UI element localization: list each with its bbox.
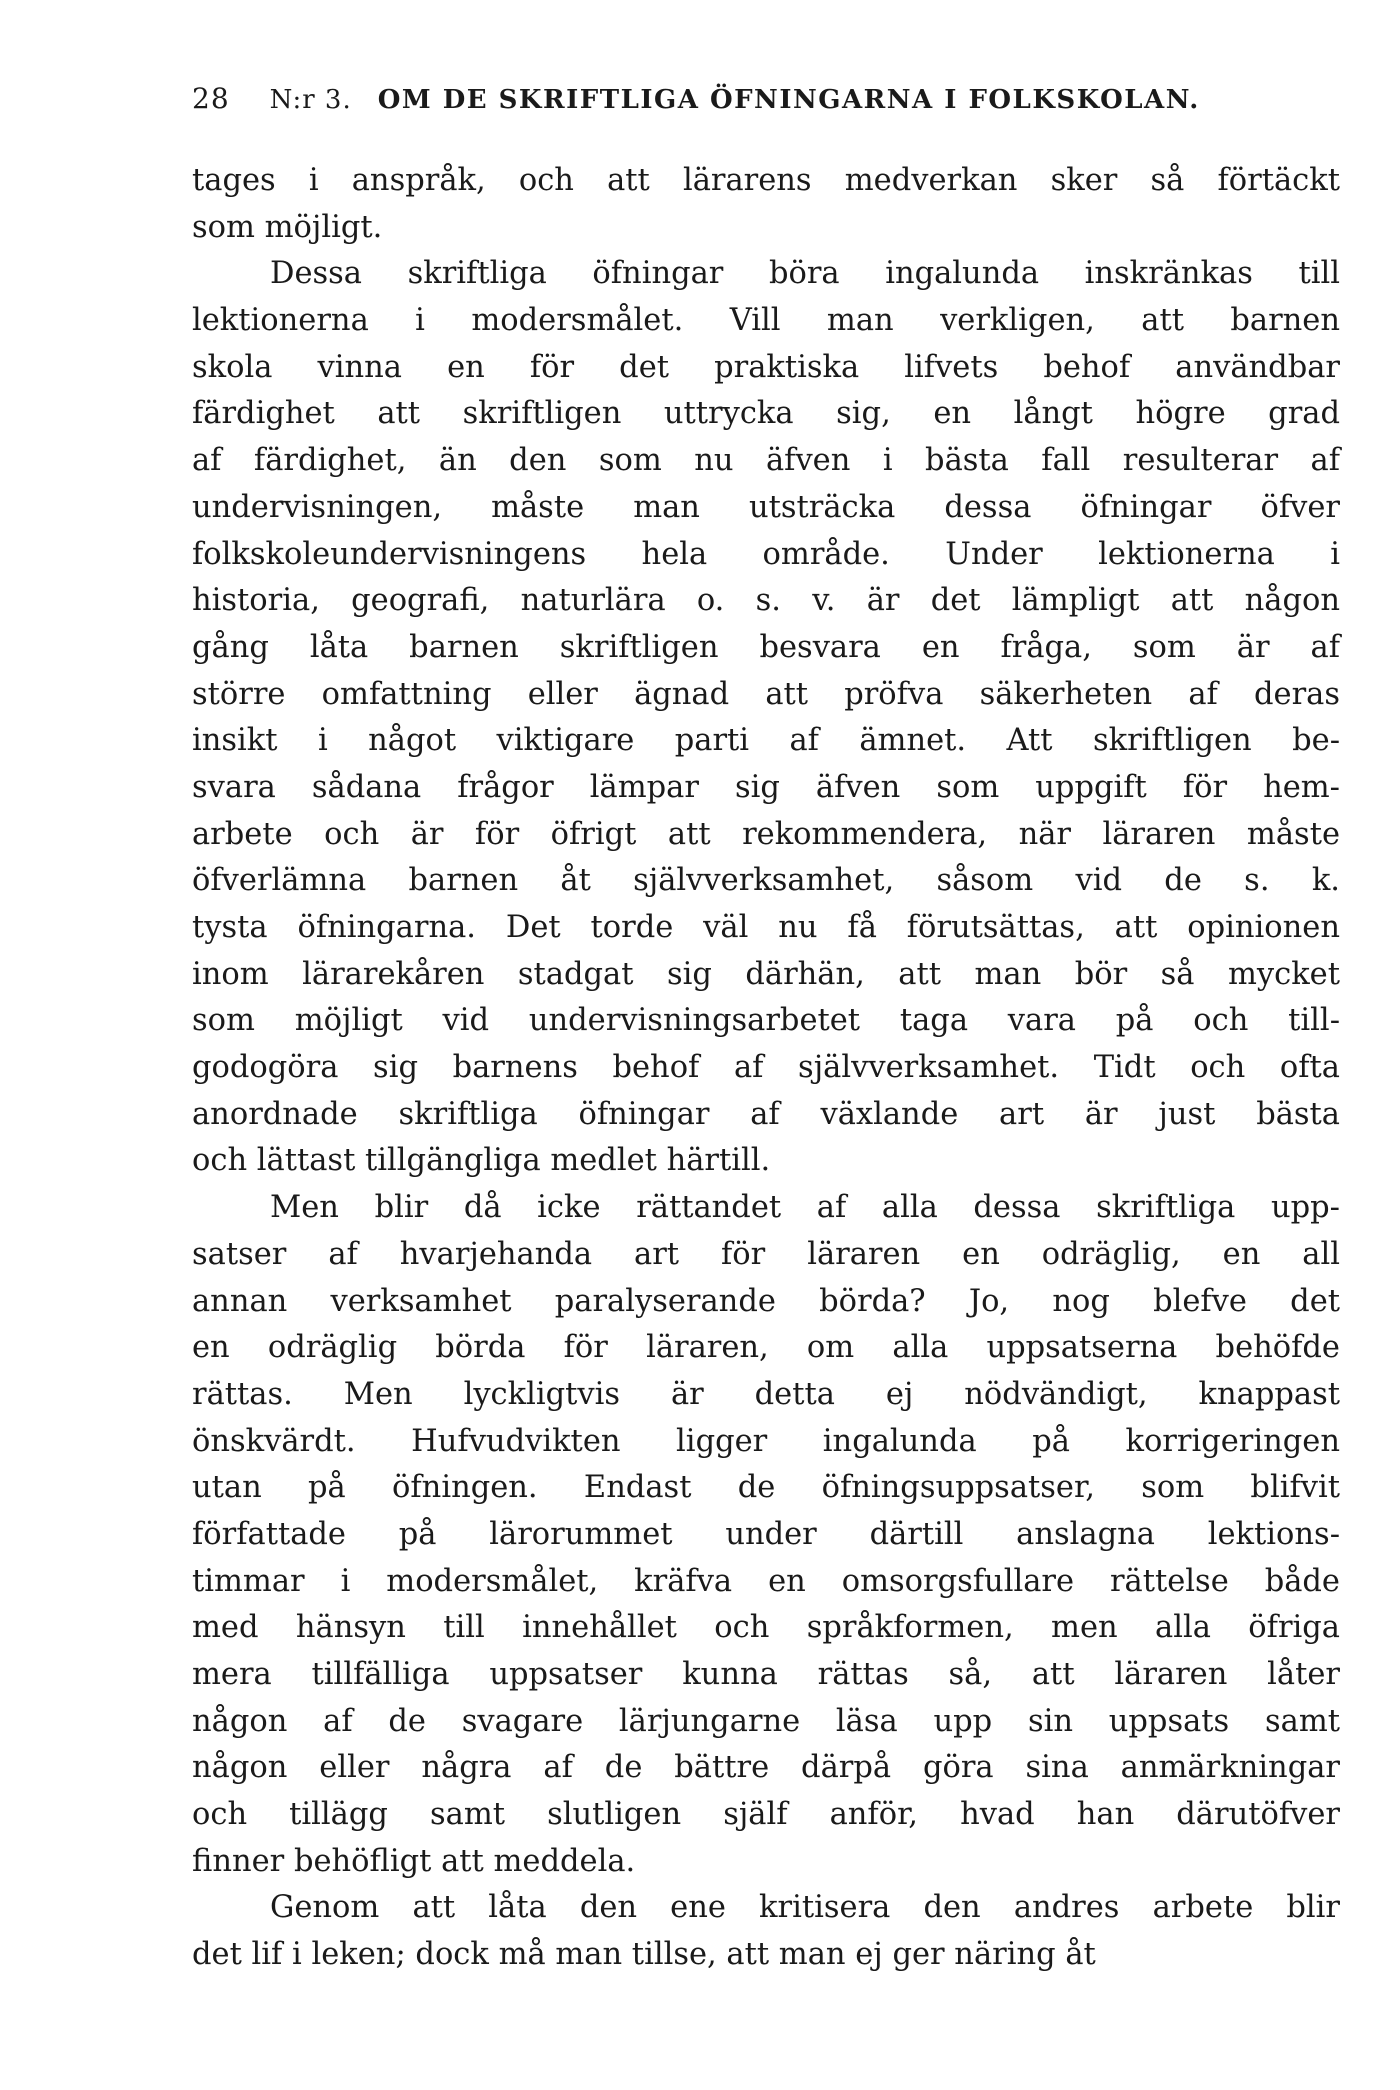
text-line: utan på öfningen. Endast de öfningsuppsatser, som blifvit (192, 1470, 1340, 1506)
text-line: rättas. Men lyckligtvis är detta ej nödvändigt, knappast (192, 1376, 1340, 1412)
text-line: öfverlämna barnen åt självverksamhet, såsom vid de s. k. (192, 863, 1340, 899)
text-line: författade på lärorummet under därtill anslagna lektions- (192, 1516, 1340, 1552)
text-line: större omfattning eller ägnad att pröfva säkerheten af deras (192, 676, 1340, 712)
text-line: som möjligt. (192, 209, 383, 245)
text-line: lektionerna i modersmålet. Vill man verkligen, att barnen (192, 303, 1340, 339)
text-line: timmar i modersmålet, kräfva en omsorgsfullare rättelse både (192, 1563, 1340, 1599)
text-line: Genom att låta den ene kritisera den andres arbete blir (270, 1890, 1340, 1926)
text-line: önskvärdt. Hufvudvikten ligger ingalunda på korrigeringen (192, 1423, 1340, 1459)
text-line: någon eller några af de bättre därpå göra sina anmärkningar (192, 1750, 1340, 1786)
book-page (192, 82, 1340, 1979)
paragraph (192, 1885, 1340, 1978)
body-text (192, 158, 1340, 1979)
text-line: det lif i leken; dock må man tillse, att man ej ger näring åt (192, 1937, 1096, 1973)
page-number: 28 (192, 82, 230, 115)
text-line: inom lärarekåren stadgat sig därhän, att man bör så mycket (192, 956, 1340, 992)
text-line: historia, geografi, naturlära o. s. v. är det lämpligt att någon (192, 583, 1340, 619)
text-line: tysta öfningarna. Det torde väl nu få förutsättas, att opinionen (192, 910, 1340, 945)
text-line: arbete och är för öfrigt att rekommendera, när läraren måste (192, 816, 1340, 852)
text-line: finner behöfligt att meddela. (192, 1843, 636, 1879)
text-line: med hänsyn till innehållet och språkformen, men alla öfriga (192, 1610, 1340, 1646)
paragraph (192, 251, 1340, 1185)
series-number: N:r 3. (269, 85, 352, 115)
text-line: insikt i något viktigare parti af ämnet. Att skriftligen be- (192, 723, 1340, 759)
text-line: gång låta barnen skriftligen besvara en fråga, som är af (192, 629, 1340, 665)
text-line: någon af de svagare lärjungarne läsa upp sin uppsats samt (192, 1703, 1340, 1739)
text-line: tages i anspråk, och att lärarens medverkan sker så förtäckt (192, 163, 1340, 198)
text-line: mera tillfälliga uppsatser kunna rättas så, att läraren låter (192, 1657, 1340, 1692)
running-head (192, 82, 1340, 122)
text-line: folkskoleundervisningens hela område. Under lektionerna i (192, 536, 1340, 572)
text-line: godogöra sig barnens behof af självverksamhet. Tidt och ofta (192, 1050, 1340, 1086)
text-line: undervisningen, måste man utsträcka dessa öfningar öfver (192, 489, 1340, 525)
text-line: Men blir då icke rättandet af alla dessa skriftliga upp- (270, 1190, 1340, 1226)
text-line: af färdighet, än den som nu äfven i bästa fall resulterar af (192, 443, 1340, 479)
paragraph (192, 1185, 1340, 1885)
paragraph (192, 158, 1340, 251)
text-line: färdighet att skriftligen uttrycka sig, en långt högre grad (192, 396, 1340, 432)
text-line: och tillägg samt slutligen själf anför, hvad han därutöfver (192, 1797, 1340, 1833)
running-title: OM DE SKRIFTLIGA ÖFNINGARNA I FOLKSKOLAN. (377, 85, 1200, 115)
text-line: annan verksamhet paralyserande börda? Jo, nog blefve det (192, 1283, 1340, 1319)
text-line: anordnade skriftliga öfningar af växlande art är just bästa (192, 1096, 1340, 1132)
text-line: en odräglig börda för läraren, om alla uppsatserna behöfde (192, 1330, 1340, 1366)
text-line: satser af hvarjehanda art för läraren en odräglig, en all (192, 1236, 1340, 1272)
text-line: skola vinna en för det praktiska lifvets behof användbar (192, 349, 1340, 385)
text-line: svara sådana frågor lämpar sig äfven som uppgift för hem- (192, 769, 1340, 805)
text-line: och lättast tillgängliga medlet härtill. (192, 1143, 771, 1179)
text-line: som möjligt vid undervisningsarbetet taga vara på och till- (192, 1003, 1340, 1039)
text-line: Dessa skriftliga öfningar böra ingalunda inskränkas till (270, 256, 1340, 292)
